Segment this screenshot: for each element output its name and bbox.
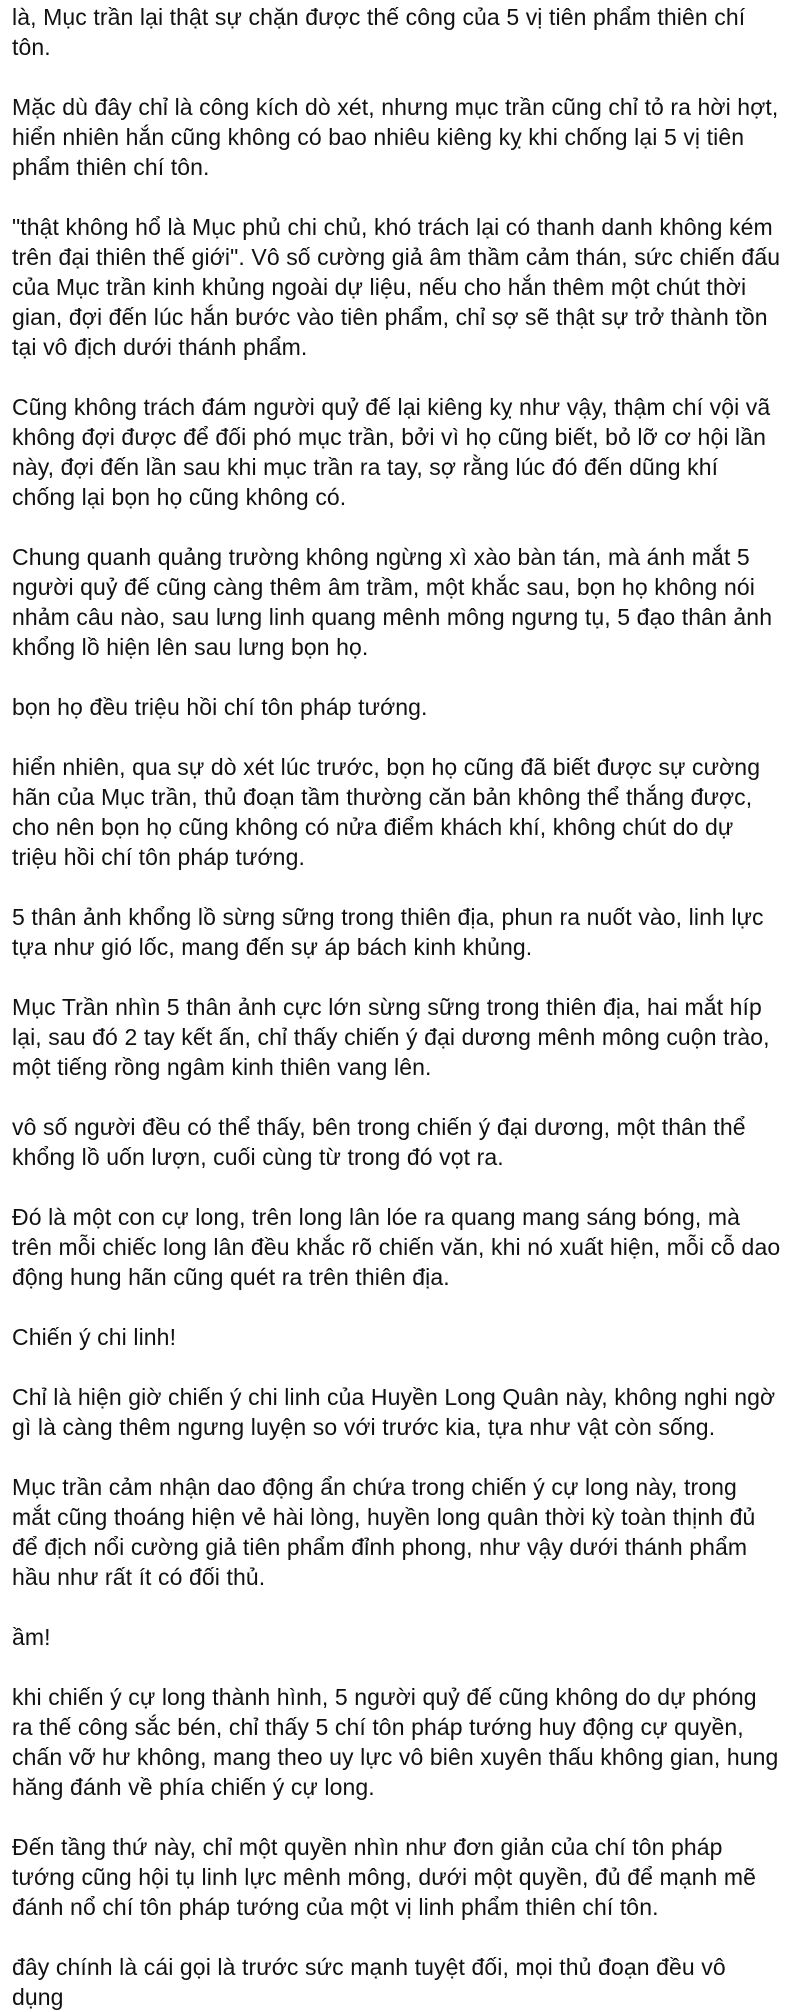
paragraph-15: ầm! bbox=[12, 1624, 51, 1650]
paragraph-16: khi chiến ý cự long thành hình, 5 người quỷ đế cũng không do dự phóng ra thế công sắc bén, chỉ thấy 5 chí tôn pháp tướng huy động cự quyền, chấn vỡ hư không, mang theo uy lực vô biên xuyên thấu không gian, hung hăng đánh về phía chiến ý cự long. bbox=[12, 1684, 779, 1800]
paragraph-1: là, Mục trần lại thật sự chặn được thế công của 5 vị tiên phẩm thiên chí tôn. bbox=[12, 4, 746, 60]
paragraph-3: "thật không hổ là Mục phủ chi chủ, khó trách lại có thanh danh không kém trên đại thiên thế giới". Vô số cường giả âm thầm cảm thán, sức chiến đấu của Mục trần kinh khủng ngoài dự liệu, nếu cho hắn thêm một chút thời gian, đợi đến lúc hắn bước vào tiên phẩm, chỉ sợ sẽ thật sự trở thành tồn tại vô địch dưới thánh phẩm. bbox=[12, 214, 781, 360]
paragraph-8: 5 thân ảnh khổng lồ sừng sững trong thiên địa, phun ra nuốt vào, linh lực tựa như gió lốc, mang đến sự áp bách kinh khủng. bbox=[12, 904, 764, 960]
paragraph-17: Đến tầng thứ này, chỉ một quyền nhìn như đơn giản của chí tôn pháp tướng cũng hội tụ linh lực mênh mông, dưới một quyền, đủ để mạnh mẽ đánh nổ chí tôn pháp tướng của một vị linh phẩm thiên chí tôn. bbox=[12, 1834, 757, 1920]
paragraph-2: Mặc dù đây chỉ là công kích dò xét, nhưng mục trần cũng chỉ tỏ ra hời hợt, hiển nhiên hắn cũng không có bao nhiêu kiêng kỵ khi chống lại 5 vị tiên phẩm thiên chí tôn. bbox=[12, 94, 779, 180]
paragraph-13: Chỉ là hiện giờ chiến ý chi linh của Huyền Long Quân này, không nghi ngờ gì là càng thêm ngưng luyện so với trước kia, tựa như vật còn sống. bbox=[12, 1384, 776, 1440]
paragraph-11: Đó là một con cự long, trên long lân lóe ra quang mang sáng bóng, mà trên mỗi chiếc long lân đều khắc rõ chiến văn, khi nó xuất hiện, mỗi cỗ dao động hung hãn cũng quét ra trên thiên địa. bbox=[12, 1204, 781, 1290]
paragraph-12: Chiến ý chi linh! bbox=[12, 1324, 177, 1350]
paragraph-6: bọn họ đều triệu hồi chí tôn pháp tướng. bbox=[12, 694, 428, 720]
paragraph-5: Chung quanh quảng trường không ngừng xì xào bàn tán, mà ánh mắt 5 người quỷ đế cũng càng thêm âm trầm, một khắc sau, bọn họ không nói nhảm câu nào, sau lưng linh quang mênh mông ngưng tụ, 5 đạo thân ảnh khổng lồ hiện lên sau lưng bọn họ. bbox=[12, 544, 773, 660]
paragraph-7: hiển nhiên, qua sự dò xét lúc trước, bọn họ cũng đã biết được sự cường hãn của Mục trần, thủ đoạn tầm thường căn bản không thể thắng được, cho nên bọn họ cũng không có nửa điểm khách khí, không chút do dự triệu hồi chí tôn pháp tướng. bbox=[12, 754, 761, 870]
paragraph-18: đây chính là cái gọi là trước sức mạnh tuyệt đối, mọi thủ đoạn đều vô dụng bbox=[12, 1954, 726, 2010]
paragraph-4: Cũng không trách đám người quỷ đế lại kiêng kỵ như vậy, thậm chí vội vã không đợi được để đối phó mục trần, bởi vì họ cũng biết, bỏ lỡ cơ hội lần này, đợi đến lần sau khi mục trần ra tay, sợ rằng lúc đó đến dũng khí chống lại bọn họ cũng không có. bbox=[12, 394, 771, 510]
paragraph-9: Mục Trần nhìn 5 thân ảnh cực lớn sừng sững trong thiên địa, hai mắt híp lại, sau đó 2 tay kết ấn, chỉ thấy chiến ý đại dương mênh mông cuộn trào, một tiếng rồng ngâm kinh thiên vang lên. bbox=[12, 994, 770, 1080]
paragraph-14: Mục trần cảm nhận dao động ẩn chứa trong chiến ý cự long này, trong mắt cũng thoáng hiện vẻ hài lòng, huyền long quân thời kỳ toàn thịnh đủ để địch nổi cường giả tiên phẩm đỉnh phong, như vậy dưới thánh phẩm hầu như rất ít có đối thủ. bbox=[12, 1474, 756, 1590]
paragraph-10: vô số người đều có thể thấy, bên trong chiến ý đại dương, một thân thể khổng lồ uốn lượn, cuối cùng từ trong đó vọt ra. bbox=[12, 1114, 746, 1170]
